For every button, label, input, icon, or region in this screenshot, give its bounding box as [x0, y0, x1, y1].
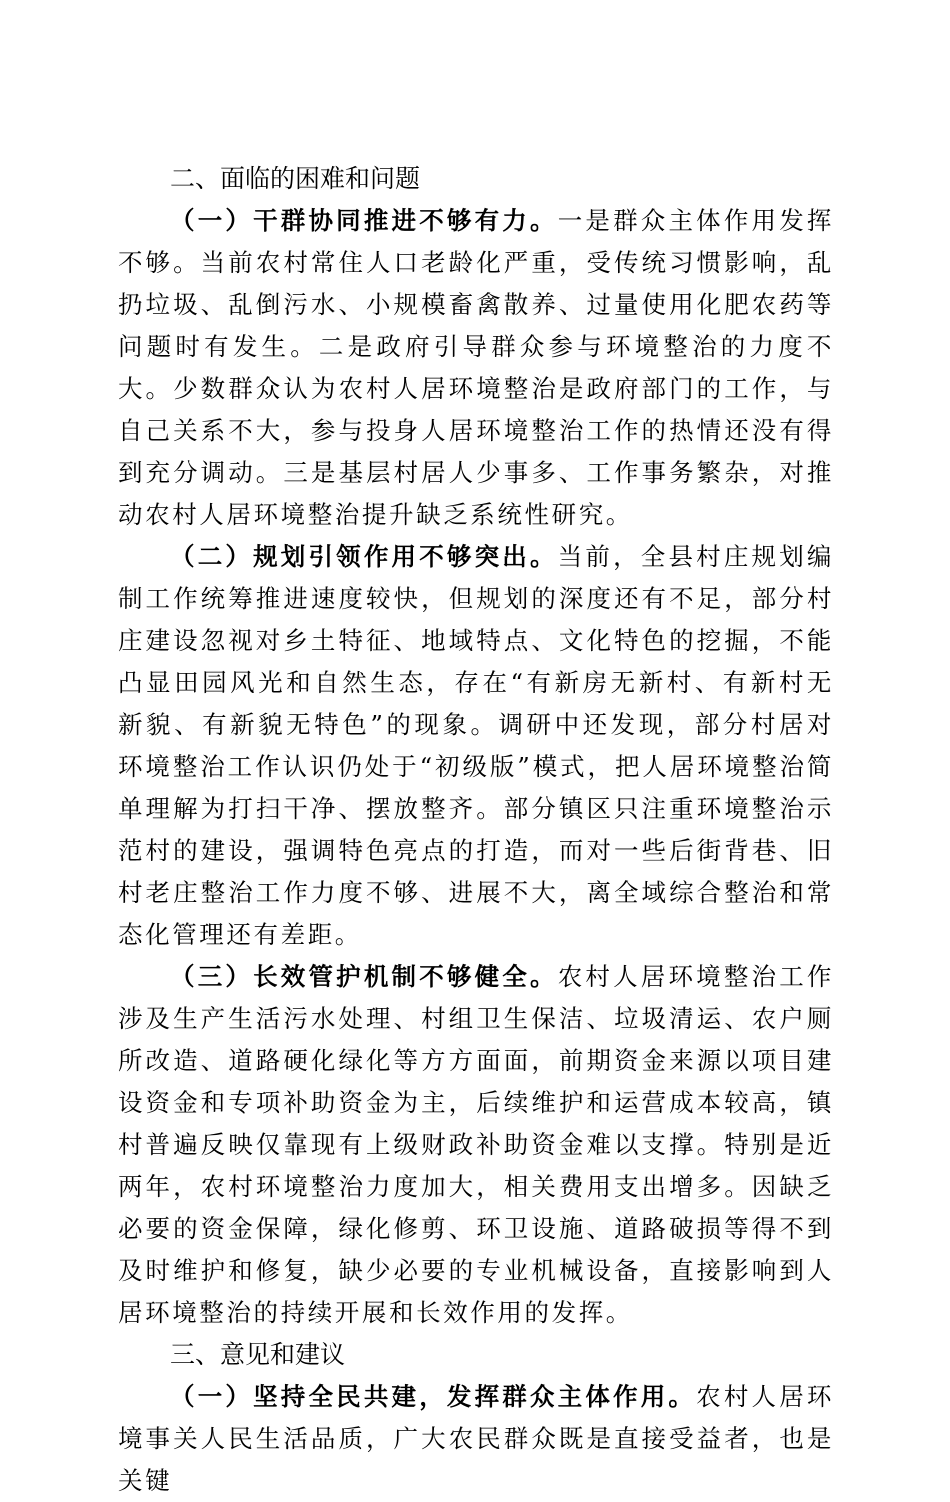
- paragraph-body: 农村人居环境整治工作涉及生产生活污水处理、村组卫生保洁、垃圾清运、农户厕所改造、道路硬化绿化等方方面面，前期资金来源以项目建设资金和专项补助资金为主，后续维护和运营成本较高，镇村普遍反映仅靠现有上级财政补助资金难以支撑。特别是近两年，农村环境整治力度加大，相关费用支出增多。因缺乏必要的资金保障，绿化修剪、环卫设施、道路破损等得不到及时维护和修复，缺少必要的专业机械设备，直接影响到人居环境整治的持续开展和长效作用的发挥。: [118, 962, 835, 1327]
- section-heading-suggestions: 三、意见和建议: [170, 1340, 346, 1369]
- paragraph-planning: [118, 536, 834, 956]
- paragraph-body: 农村人居环境事关人民生活品质，广大农民群众既是直接受益者，也是关键: [118, 1382, 835, 1495]
- paragraph-body: 一是群众主体作用发挥不够。当前农村常住人口老龄化严重，受传统习惯影响，乱扔垃圾、乱倒污水、小规模畜禽散养、过量使用化肥农药等问题时有发生。二是政府引导群众参与环境整治的力度不大。少数群众认为农村人居环境整治是政府部门的工作，与自己关系不大，参与投身人居环境整治工作的热情还没有得到充分调动。三是基层村居人少事多、工作事务繁杂，对推动农村人居环境整治提升缺乏系统性研究。: [118, 206, 835, 529]
- paragraph-lead: （一）干群协同推进不够有力。: [170, 206, 558, 235]
- paragraph-maintenance: [118, 956, 834, 1334]
- paragraph-lead: （二）规划引领作用不够突出。: [170, 542, 558, 571]
- paragraph-lead: （三）长效管护机制不够健全。: [170, 962, 558, 991]
- paragraph-lead: （一）坚持全民共建，发挥群众主体作用。: [170, 1382, 697, 1411]
- document-page: [118, 158, 835, 1495]
- paragraph-co-construction: [118, 1376, 834, 1502]
- section-heading-difficulties: 二、面临的困难和问题: [170, 164, 421, 193]
- paragraph-cooperation: [118, 200, 834, 536]
- paragraph-body: 当前，全县村庄规划编制工作统筹推进速度较快，但规划的深度还有不足，部分村庄建设忽视对乡土特征、地域特点、文化特色的挖掘，不能凸显田园风光和自然生态，存在“有新房无新村、有新村无新貌、有新貌无特色”的现象。调研中还发现，部分村居对环境整治工作认识仍处于“初级版”模式，把人居环境整治简单理解为打扫干净、摆放整齐。部分镇区只注重环境整治示范村的建设，强调特色亮点的打造，而对一些后街背巷、旧村老庄整治工作力度不够、进展不大，离全域综合整治和常态化管理还有差距。: [118, 542, 835, 949]
